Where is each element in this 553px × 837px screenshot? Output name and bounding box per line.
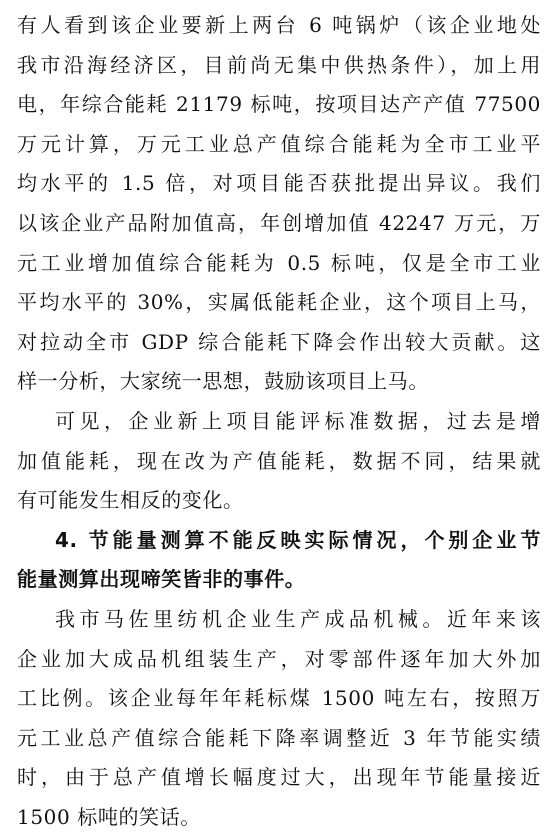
paragraph-3-line-4: 元工业总产值综合能耗下降率调整近 3 年节能实绩 (17, 725, 541, 750)
paragraph-1-line-10: 样一分析，大家统一思想，鼓励该项目上马。 (17, 369, 429, 394)
paragraph-1-line-9: 对拉动全市 GDP 综合能耗下降会作出较大贡献。这 (17, 329, 541, 354)
paragraph-1-line-1: 有人看到该企业要新上两台 6 吨锅炉（该企业地处 (17, 13, 541, 37)
paragraph-3-line-6: 1500 标吨的笑话。 (17, 804, 201, 829)
paragraph-1-line-7: 元工业增加值综合能耗为 0.5 标吨，仅是全市工业 (17, 250, 541, 275)
paragraph-1-line-8: 平均水平的 30%，实属低能耗企业，这个项目上马， (17, 290, 541, 315)
paragraph-3-line-5: 时，由于总产值增长幅度过大，出现年节能量接近 (17, 765, 541, 790)
paragraph-3-line-2: 企业加大成品机组装生产，对零部件逐年加大外加 (17, 646, 541, 671)
paragraph-1-line-5: 均水平的 1.5 倍，对项目能否获批提出异议。我们 (17, 171, 541, 196)
paragraph-3-line-3: 工比例。该企业每年年耗标煤 1500 吨左右，按照万 (17, 686, 541, 711)
section-heading-line-1: 4. 节能量测算不能反映实际情况，个别企业节 (55, 527, 541, 552)
paragraph-3-line-1: 我市马佐里纺机企业生产成品机械。近年来该 (55, 606, 541, 631)
paragraph-2-line-3: 有可能发生相反的变化。 (17, 488, 244, 513)
paragraph-2-line-1: 可见，企业新上项目能评标准数据，过去是增 (55, 408, 541, 433)
paragraph-1-line-3: 电，年综合能耗 21179 标吨，按项目达产产值 77500 (17, 92, 541, 117)
section-heading-line-2: 能量测算出现啼笑皆非的事件。 (17, 567, 306, 592)
paragraph-1-line-4: 万元计算，万元工业总产值综合能耗为全市工业平 (17, 131, 541, 156)
paragraph-1-line-6: 以该企业产品附加值高，年创增加值 42247 万元，万 (17, 210, 541, 235)
paragraph-2-line-2: 加值能耗，现在改为产值能耗，数据不同，结果就 (17, 448, 541, 473)
paragraph-1-line-2: 我市沿海经济区，目前尚无集中供热条件），加上用 (17, 52, 541, 77)
